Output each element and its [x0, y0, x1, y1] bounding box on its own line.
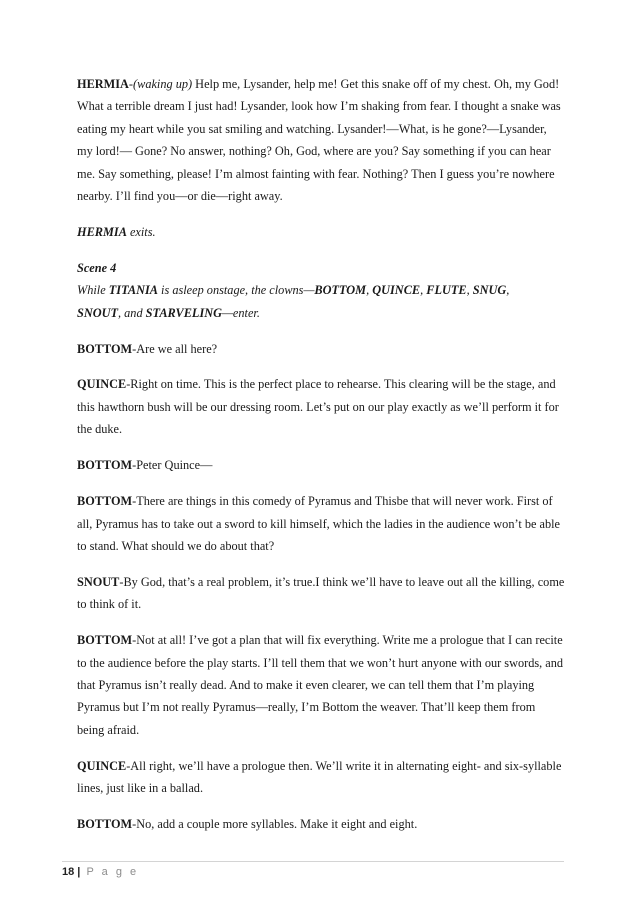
dialogue-text: Help me, Lysander, help me! Get this snake off of my chest. Oh, my God! What a terrible dream I just had! Lysander, look how I’m shaking from fear. I thought a snake was eating my heart while you sat smiling and watching. Lysander!—What, is he gone?—Lysander, my lord!— Gone? No answer, nothing? Oh, God, where are you? Say something if you can hear me. Say something, please! I’m almost fainting with fear. Nothing? Then I guess you’re nowhere nearby. I’ll find you—or die—right away.	[77, 77, 561, 204]
page-label: P a g e	[86, 866, 139, 878]
footer-separator: |	[74, 866, 84, 878]
dialogue-text: -No, add a couple more syllables. Make it eight and eight.	[132, 816, 418, 831]
character-bottom: BOTTOM	[314, 283, 367, 298]
speaker-name: BOTTOM	[77, 341, 133, 356]
dialogue-bottom	[77, 454, 565, 476]
character-snug: SNUG	[472, 283, 507, 298]
dialogue-quince	[77, 755, 565, 800]
exit-text: exits.	[126, 224, 156, 239]
stage-direction: -(waking up)	[128, 77, 193, 91]
speaker-name: SNOUT	[77, 574, 120, 589]
dialogue-bottom	[77, 629, 565, 741]
speaker-name: BOTTOM	[77, 458, 133, 473]
speaker-name: QUINCE	[77, 758, 127, 773]
dialogue-text: -Not at all! I’ve got a plan that will fix everything. Write me a prologue that I can recite to the audience before the play starts. I’ll tell them that we won’t hurt anyone with our swords, and that Pyramus isn’t really dead. And to make it even clearer, we can tell them that I’m playing Pyramus but I’m not really Pyramus—really, I’m Bottom the weaver. That’ll keep them from being afraid.	[77, 633, 564, 737]
character-quince: QUINCE	[372, 283, 421, 298]
dialogue-quince	[77, 373, 565, 440]
dialogue-text: -Peter Quince—	[132, 458, 213, 473]
scene-direction-text: ,	[420, 283, 427, 298]
page-footer	[62, 861, 564, 878]
dialogue-text: -There are things in this comedy of Pyramus and Thisbe that will never work. First of all, Pyramus has to take out a sword to kill himself, which the ladies in the audience won’t be able to stand. What should we do about that?	[77, 494, 560, 553]
dialogue-hermia	[77, 73, 565, 207]
scene-direction-text: ,	[366, 283, 373, 298]
dialogue-snout	[77, 571, 565, 616]
speaker-name: HERMIA	[77, 77, 129, 91]
scene-direction-text: , and	[118, 305, 146, 320]
scene-direction-text: While	[77, 283, 109, 298]
exit-character: HERMIA	[77, 224, 127, 239]
scene-direction-text: ,	[466, 283, 473, 298]
scene-direction-text: ,	[506, 283, 510, 298]
page-number: 18	[62, 866, 75, 878]
character-titania: TITANIA	[108, 283, 158, 298]
dialogue-text: -Right on time. This is the perfect place to rehearse. This clearing will be the stage, and this hawthorn bush will be our dressing room. Let’s put on our play exactly as we’ll perform it for the duke.	[77, 377, 559, 437]
speaker-name: BOTTOM	[77, 633, 133, 648]
speaker-name: BOTTOM	[77, 816, 133, 831]
character-snout: SNOUT	[77, 305, 118, 320]
character-flute: FLUTE	[426, 283, 467, 298]
scene-direction-text: —enter.	[222, 305, 260, 320]
document-body	[77, 73, 565, 849]
speaker-name: BOTTOM	[77, 494, 133, 509]
scene-block	[77, 257, 565, 324]
scene-heading: Scene 4	[77, 260, 117, 275]
character-starveling: STARVELING	[145, 305, 222, 320]
scene-direction-text: is asleep onstage, the clowns—	[157, 283, 315, 298]
exit-direction	[77, 221, 565, 243]
dialogue-text: -Are we all here?	[132, 341, 218, 356]
dialogue-bottom	[77, 338, 565, 360]
dialogue-text: -All right, we’ll have a prologue then. We’ll write it in alternating eight- and six-syllable lines, just like in a ballad.	[77, 758, 562, 796]
speaker-name: QUINCE	[77, 377, 127, 392]
dialogue-text: -By God, that’s a real problem, it’s true.I think we’ll have to leave out all the killing, come to think of it.	[77, 574, 565, 612]
dialogue-bottom	[77, 490, 565, 557]
dialogue-bottom	[77, 813, 565, 835]
